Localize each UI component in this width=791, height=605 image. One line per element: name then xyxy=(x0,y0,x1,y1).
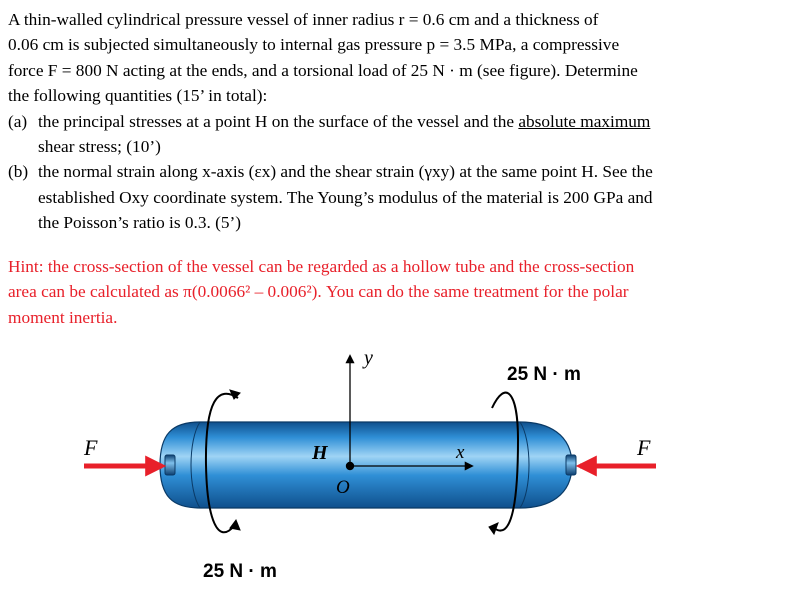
hint-line-1: Hint: the cross-section of the vessel can be regarded as a hollow tube and the cross-section xyxy=(8,257,635,276)
torque-right-label: 25 N · m xyxy=(507,364,581,385)
hint-line-3: moment inertia. xyxy=(8,307,118,327)
left-nozzle xyxy=(165,455,175,475)
torque-left-label: 25 N · m xyxy=(203,561,277,582)
intro-line-1: A thin-walled cylindrical pressure vessel of inner radius r = 0.6 cm and a thickness of xyxy=(8,10,599,29)
point-h-dot xyxy=(346,462,354,470)
part-b-label: (b) xyxy=(8,162,29,182)
right-torque-head-bottom xyxy=(489,523,498,534)
force-left-label: F xyxy=(84,435,98,460)
x-axis-label: x xyxy=(456,442,465,463)
point-h-label: H xyxy=(312,442,328,464)
left-torque-head-bottom xyxy=(230,520,240,530)
left-torque-head-top xyxy=(230,390,240,399)
y-axis-label: y xyxy=(364,347,373,369)
vessel-body xyxy=(160,422,572,508)
part-b-line-1: the normal strain along x-axis (εx) and the shear strain (γxy) at the same point H. See the xyxy=(38,162,653,182)
part-a-label: (a) xyxy=(8,111,28,131)
intro-line-2: 0.06 cm is subjected simultaneously to internal gas pressure p = 3.5 MPa, a compressive xyxy=(8,35,620,55)
right-nozzle xyxy=(566,455,576,475)
part-a-text: the principal stresses at a point H on the surface of the vessel and the xyxy=(38,111,519,131)
part-a-line-2: shear stress; (10’) xyxy=(38,137,161,157)
force-right-label: F xyxy=(637,435,651,460)
part-b-line-3: the Poisson’s ratio is 0.3. (5’) xyxy=(38,213,242,233)
origin-label: O xyxy=(336,477,350,498)
intro-line-4: the following quantities (15’ in total): xyxy=(8,86,268,106)
part-b-line-2: established Oxy coordinate system. The Young’s modulus of the material is 200 GPa and xyxy=(38,187,653,207)
part-a-underlined-text: absolute maximum xyxy=(518,111,651,131)
hint-line-2: area can be calculated as π(0.0066² – 0.006²). You can do the same treatment for the polar xyxy=(8,282,629,302)
intro-line-3: force F = 800 N acting at the ends, and a torsional load of 25 N · m (see figure). Determine xyxy=(8,60,638,80)
